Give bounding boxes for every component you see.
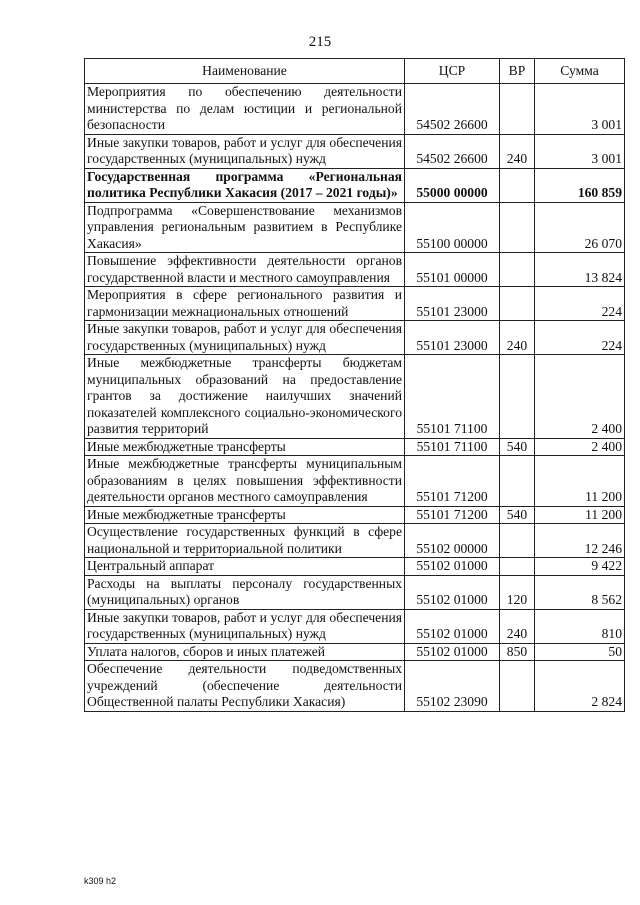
cell-vr: 240 bbox=[500, 321, 535, 355]
cell-sum: 50 bbox=[535, 643, 625, 661]
cell-csr: 55000 00000 bbox=[405, 168, 500, 202]
page-number: 215 bbox=[308, 34, 332, 50]
cell-vr bbox=[500, 168, 535, 202]
cell-sum: 26 070 bbox=[535, 202, 625, 253]
table-row bbox=[85, 661, 625, 712]
header-vr: ВР bbox=[500, 59, 535, 84]
cell-csr: 55102 01000 bbox=[405, 575, 500, 609]
table-row bbox=[85, 558, 625, 576]
cell-vr bbox=[500, 456, 535, 507]
cell-sum: 160 859 bbox=[535, 168, 625, 202]
cell-csr: 55101 71200 bbox=[405, 456, 500, 507]
cell-vr bbox=[500, 253, 535, 287]
table-row bbox=[85, 287, 625, 321]
cell-csr: 54502 26600 bbox=[405, 84, 500, 135]
cell-sum: 13 824 bbox=[535, 253, 625, 287]
cell-name: Иные закупки товаров, работ и услуг для обеспечения государственных (муниципальных) нужд bbox=[85, 134, 405, 168]
cell-vr bbox=[500, 84, 535, 135]
cell-sum: 2 400 bbox=[535, 355, 625, 439]
cell-vr: 540 bbox=[500, 438, 535, 456]
table-row bbox=[85, 134, 625, 168]
table-row bbox=[85, 321, 625, 355]
table-row bbox=[85, 355, 625, 439]
cell-name: Государственная программа «Региональная политика Республики Хакасия (2017 – 2021 годы)» bbox=[85, 168, 405, 202]
cell-sum: 2 400 bbox=[535, 438, 625, 456]
table-body bbox=[85, 84, 625, 712]
cell-csr: 55102 01000 bbox=[405, 643, 500, 661]
table-row bbox=[85, 609, 625, 643]
cell-csr: 55102 00000 bbox=[405, 524, 500, 558]
cell-sum: 810 bbox=[535, 609, 625, 643]
table-row bbox=[85, 506, 625, 524]
table-row bbox=[85, 168, 625, 202]
cell-vr bbox=[500, 202, 535, 253]
cell-name: Уплата налогов, сборов и иных платежей bbox=[85, 643, 405, 661]
cell-vr bbox=[500, 661, 535, 712]
cell-sum: 9 422 bbox=[535, 558, 625, 576]
cell-name: Иные закупки товаров, работ и услуг для обеспечения государственных (муниципальных) нужд bbox=[85, 609, 405, 643]
cell-sum: 3 001 bbox=[535, 84, 625, 135]
cell-vr: 240 bbox=[500, 134, 535, 168]
cell-name: Осуществление государственных функций в сфере национальной и территориальной политики bbox=[85, 524, 405, 558]
table-row bbox=[85, 524, 625, 558]
cell-vr: 850 bbox=[500, 643, 535, 661]
header-name: Наименование bbox=[85, 59, 405, 84]
table-row bbox=[85, 643, 625, 661]
cell-sum: 2 824 bbox=[535, 661, 625, 712]
cell-csr: 55100 00000 bbox=[405, 202, 500, 253]
cell-csr: 55101 71100 bbox=[405, 355, 500, 439]
cell-name: Мероприятия по обеспечению деятельности министерства по делам юстиции и региональной безопасности bbox=[85, 84, 405, 135]
cell-csr: 55101 23000 bbox=[405, 287, 500, 321]
cell-name: Подпрограмма «Совершенствование механизмов управления региональным развитием в Республике Хакасия» bbox=[85, 202, 405, 253]
table-header-row bbox=[85, 59, 625, 84]
cell-csr: 55101 23000 bbox=[405, 321, 500, 355]
cell-name: Иные межбюджетные трансферты bbox=[85, 438, 405, 456]
cell-csr: 55102 23090 bbox=[405, 661, 500, 712]
cell-name: Иные закупки товаров, работ и услуг для обеспечения государственных (муниципальных) нужд bbox=[85, 321, 405, 355]
cell-sum: 8 562 bbox=[535, 575, 625, 609]
cell-csr: 54502 26600 bbox=[405, 134, 500, 168]
cell-vr: 240 bbox=[500, 609, 535, 643]
cell-name: Иные межбюджетные трансферты муниципальным образованиям в целях повышения эффективности деятельности органов местного самоуправления bbox=[85, 456, 405, 507]
cell-sum: 11 200 bbox=[535, 506, 625, 524]
cell-sum: 11 200 bbox=[535, 456, 625, 507]
table-row bbox=[85, 202, 625, 253]
cell-vr: 120 bbox=[500, 575, 535, 609]
cell-vr bbox=[500, 524, 535, 558]
cell-csr: 55102 01000 bbox=[405, 609, 500, 643]
table-row bbox=[85, 438, 625, 456]
cell-vr: 540 bbox=[500, 506, 535, 524]
cell-sum: 224 bbox=[535, 287, 625, 321]
cell-name: Обеспечение деятельности подведомственных учреждений (обеспечение деятельности Общественной палаты Республики Хакасия) bbox=[85, 661, 405, 712]
cell-csr: 55101 71100 bbox=[405, 438, 500, 456]
cell-sum: 224 bbox=[535, 321, 625, 355]
cell-csr: 55102 01000 bbox=[405, 558, 500, 576]
table-row bbox=[85, 253, 625, 287]
table-row bbox=[85, 84, 625, 135]
header-csr: ЦСР bbox=[405, 59, 500, 84]
cell-name: Иные межбюджетные трансферты bbox=[85, 506, 405, 524]
cell-name: Мероприятия в сфере регионального развития и гармонизации межнациональных отношений bbox=[85, 287, 405, 321]
cell-name: Повышение эффективности деятельности органов государственной власти и местного самоуправления bbox=[85, 253, 405, 287]
footer-code: k309 h2 bbox=[84, 876, 117, 886]
cell-name: Иные межбюджетные трансферты бюджетам муниципальных образований на предоставление грантов за достижение наилучших значений показателей комплексного социально-экономического развития территорий bbox=[85, 355, 405, 439]
table-row bbox=[85, 575, 625, 609]
budget-table bbox=[84, 58, 625, 712]
cell-csr: 55101 00000 bbox=[405, 253, 500, 287]
cell-sum: 3 001 bbox=[535, 134, 625, 168]
header-sum: Сумма bbox=[535, 59, 625, 84]
cell-vr bbox=[500, 287, 535, 321]
cell-name: Расходы на выплаты персоналу государственных (муниципальных) органов bbox=[85, 575, 405, 609]
cell-vr bbox=[500, 558, 535, 576]
cell-vr bbox=[500, 355, 535, 439]
table-row bbox=[85, 456, 625, 507]
cell-name: Центральный аппарат bbox=[85, 558, 405, 576]
cell-csr: 55101 71200 bbox=[405, 506, 500, 524]
cell-sum: 12 246 bbox=[535, 524, 625, 558]
